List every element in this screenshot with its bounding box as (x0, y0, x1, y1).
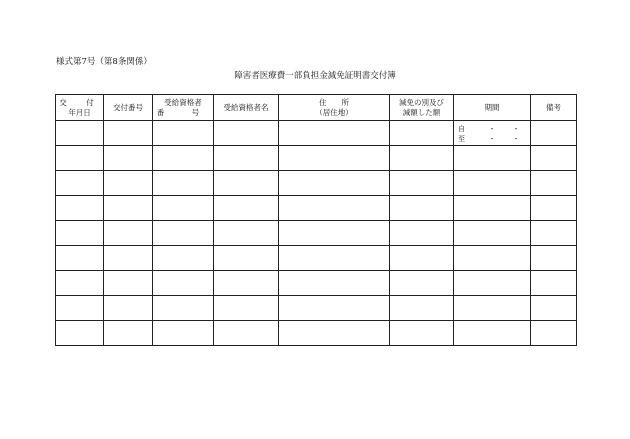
column-header-line1: 受給資格者 (164, 97, 202, 107)
cell-recipient-number[interactable] (153, 271, 214, 296)
cell-issue-number[interactable] (104, 321, 153, 346)
period-to-label: 至 (458, 135, 465, 143)
cell-reduction[interactable] (390, 246, 454, 271)
cell-issue-date[interactable] (56, 246, 104, 271)
column-header-reduction (390, 95, 454, 121)
cell-issue-number[interactable] (104, 221, 153, 246)
cell-remarks[interactable] (531, 196, 577, 221)
cell-remarks[interactable] (531, 146, 577, 171)
table-row (56, 121, 577, 146)
cell-recipient-number[interactable] (153, 121, 214, 146)
period-separator: ・ (488, 125, 496, 133)
cell-reduction[interactable] (390, 196, 454, 221)
period-separator: ・ (512, 135, 520, 143)
cell-reduction[interactable] (390, 296, 454, 321)
cell-recipient-name[interactable] (214, 196, 279, 221)
cell-remarks[interactable] (531, 171, 577, 196)
column-header-remarks (531, 95, 577, 121)
column-header-line1: 減免の別及び (399, 97, 444, 107)
cell-address[interactable] (279, 196, 390, 221)
cell-period[interactable] (454, 321, 531, 346)
column-header-line1: 交 付 (59, 97, 100, 107)
column-header-period (454, 95, 531, 121)
ledger-body (56, 121, 577, 346)
column-header-line2: （居住地） (315, 107, 353, 117)
cell-recipient-number[interactable] (153, 196, 214, 221)
cell-issue-number[interactable] (104, 246, 153, 271)
column-header-line1: 期間 (484, 102, 500, 112)
cell-period[interactable] (454, 271, 531, 296)
header-row (56, 95, 577, 121)
cell-recipient-name[interactable] (214, 321, 279, 346)
cell-remarks[interactable] (531, 271, 577, 296)
column-header-address (279, 95, 390, 121)
cell-issue-number[interactable] (104, 121, 153, 146)
cell-issue-date[interactable] (56, 171, 104, 196)
period-to-line (458, 134, 528, 144)
cell-reduction[interactable] (390, 221, 454, 246)
period-separator: ・ (512, 125, 520, 133)
cell-recipient-number[interactable] (153, 146, 214, 171)
column-header-line1: 受給資格者名 (223, 102, 269, 112)
cell-recipient-name[interactable] (214, 146, 279, 171)
cell-address[interactable] (279, 146, 390, 171)
cell-recipient-name[interactable] (214, 121, 279, 146)
cell-issue-date[interactable] (56, 221, 104, 246)
cell-issue-date[interactable] (56, 296, 104, 321)
column-header-line1: 交付番号 (113, 102, 143, 112)
cell-recipient-number[interactable] (153, 221, 214, 246)
table-row (56, 221, 577, 246)
cell-period[interactable] (454, 196, 531, 221)
period-separator: ・ (488, 135, 496, 143)
cell-remarks[interactable] (531, 321, 577, 346)
cell-address[interactable] (279, 171, 390, 196)
column-header-line2: 番 号 (156, 107, 210, 117)
cell-recipient-name[interactable] (214, 171, 279, 196)
cell-period[interactable] (454, 246, 531, 271)
cell-recipient-number[interactable] (153, 321, 214, 346)
cell-issue-number[interactable] (104, 296, 153, 321)
document-title: 障害者医療費一部負担金減免証明書交付簿 (234, 71, 396, 81)
issuance-ledger-table (55, 94, 577, 346)
cell-address[interactable] (279, 296, 390, 321)
cell-issue-number[interactable] (104, 171, 153, 196)
column-header-line1: 備考 (546, 102, 561, 112)
period-from-line (458, 124, 528, 134)
cell-reduction[interactable] (390, 121, 454, 146)
cell-period[interactable] (454, 146, 531, 171)
cell-issue-date[interactable] (56, 196, 104, 221)
cell-remarks[interactable] (531, 246, 577, 271)
cell-period[interactable] (454, 221, 531, 246)
table-row (56, 146, 577, 171)
cell-reduction[interactable] (390, 321, 454, 346)
cell-issue-date[interactable] (56, 146, 104, 171)
period-from-label: 自 (458, 125, 465, 133)
cell-address[interactable] (279, 321, 390, 346)
cell-recipient-name[interactable] (214, 296, 279, 321)
cell-recipient-number[interactable] (153, 246, 214, 271)
column-header-issue-date (56, 95, 104, 121)
cell-remarks[interactable] (531, 296, 577, 321)
cell-recipient-name[interactable] (214, 246, 279, 271)
column-header-line2: 減額した額 (402, 107, 441, 117)
table-row (56, 171, 577, 196)
cell-issue-number[interactable] (104, 146, 153, 171)
column-header-issue-number (104, 95, 153, 121)
table-row (56, 321, 577, 346)
cell-remarks[interactable] (531, 121, 577, 146)
table-row (56, 246, 577, 271)
cell-recipient-name[interactable] (214, 221, 279, 246)
cell-period[interactable] (454, 296, 531, 321)
form-number-label: 様式第7号（第8条関係） (56, 57, 152, 67)
cell-issue-date[interactable] (56, 321, 104, 346)
cell-address[interactable] (279, 271, 390, 296)
cell-issue-date[interactable] (56, 121, 104, 146)
column-header-recipient-number (153, 95, 214, 121)
cell-issue-number[interactable] (104, 196, 153, 221)
column-header-line1: 住 所 (319, 97, 349, 107)
cell-reduction[interactable] (390, 171, 454, 196)
cell-recipient-name[interactable] (214, 271, 279, 296)
cell-recipient-number[interactable] (153, 296, 214, 321)
cell-period[interactable] (454, 171, 531, 196)
cell-address[interactable] (279, 221, 390, 246)
column-header-line2: 年月日 (68, 107, 91, 117)
cell-reduction[interactable] (390, 146, 454, 171)
cell-remarks[interactable] (531, 221, 577, 246)
cell-period[interactable] (454, 121, 531, 146)
cell-address[interactable] (279, 121, 390, 146)
cell-issue-number[interactable] (104, 271, 153, 296)
column-header-recipient-name (214, 95, 279, 121)
cell-address[interactable] (279, 246, 390, 271)
cell-recipient-number[interactable] (153, 171, 214, 196)
cell-issue-date[interactable] (56, 271, 104, 296)
table-row (56, 271, 577, 296)
cell-reduction[interactable] (390, 271, 454, 296)
table-row (56, 196, 577, 221)
table-row (56, 296, 577, 321)
